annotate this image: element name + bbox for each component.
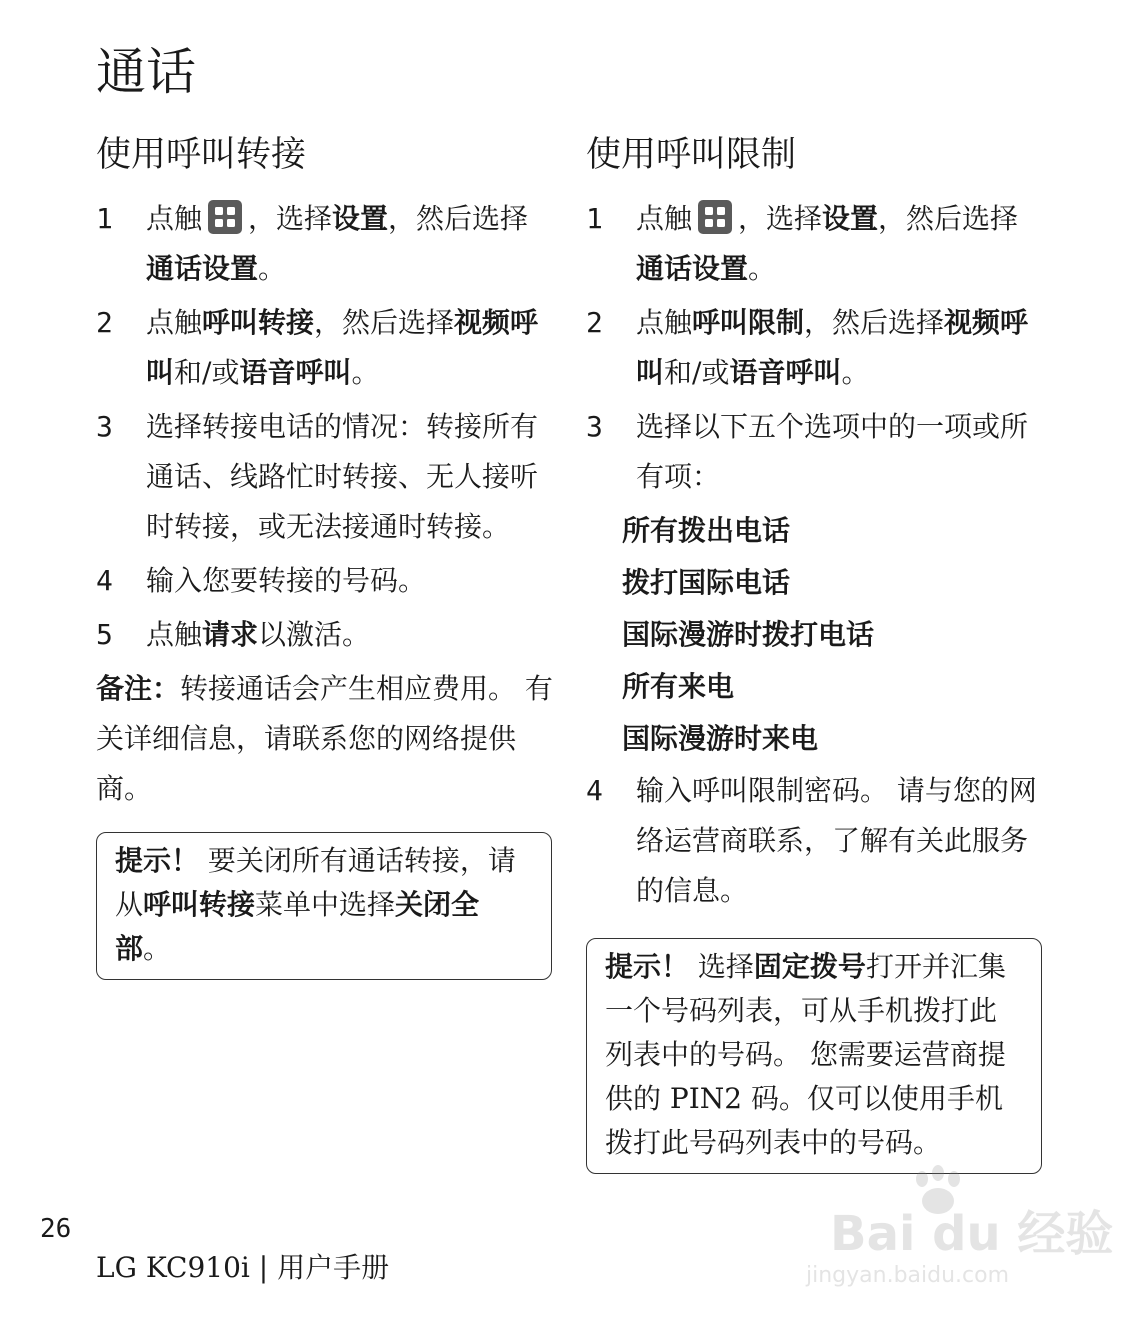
step-2 xyxy=(96,298,556,398)
tip-text: 打开并汇集一个号码列表，可从手机拨打此列表中的号码。 您需要运营商提供的 PIN2 码。仅可以使用手机拨打此号码列表中的号码。 xyxy=(605,950,1006,1159)
step-text: 选择以下五个选项中的一项或所有项： xyxy=(636,410,1029,493)
step-text: 。 xyxy=(351,356,380,389)
menu-grid-icon xyxy=(698,200,732,234)
tip-label: 提示！ xyxy=(115,844,200,877)
call-divert-section xyxy=(96,130,556,980)
step-text: ，然后选择 xyxy=(878,202,1019,235)
step-text: 选择转接电话的情况：转接所有通话、线路忙时转接、无人接听时转接，或无法接通时转接。 xyxy=(146,410,539,543)
barring-option: 国际漫游时来电 xyxy=(622,722,819,755)
barring-option: 拨打国际电话 xyxy=(622,566,791,599)
step-text: 点触 xyxy=(146,618,203,651)
menu-term-video-call: 视频呼叫 xyxy=(636,306,1029,389)
menu-term-voice-call: 语音呼叫 xyxy=(729,356,842,389)
tip-box xyxy=(586,938,1042,1174)
step-3 xyxy=(586,402,1046,502)
step-number: 4 xyxy=(586,774,603,807)
step-number: 3 xyxy=(96,410,113,443)
section-title: 使用呼叫转接 xyxy=(96,135,307,175)
tip-text: 选择 xyxy=(689,950,754,983)
watermark-url: jingyan.baidu.com xyxy=(806,1263,1010,1288)
step-text: 输入您要转接的号码。 xyxy=(146,564,427,597)
tip-text: 菜单中选择 xyxy=(255,888,396,921)
watermark-logo-text: Bai du 经验 xyxy=(830,1206,1114,1262)
tip-label: 提示！ xyxy=(605,950,690,983)
step-4 xyxy=(96,556,556,606)
tip-text: 要关闭所有通话转接，请从 xyxy=(115,844,516,921)
step-text: ，选择 xyxy=(248,202,333,235)
step-text: 点触 xyxy=(146,306,203,339)
step-2 xyxy=(586,298,1046,398)
step-number: 5 xyxy=(96,618,113,651)
tip-text: 。 xyxy=(143,932,172,965)
step-text: ，选择 xyxy=(738,202,823,235)
step-text: ，然后选择 xyxy=(804,306,945,339)
steps-list xyxy=(586,766,1046,916)
step-3 xyxy=(96,402,556,552)
step-text: 点触 xyxy=(636,306,693,339)
steps-list xyxy=(586,194,1046,502)
step-number: 2 xyxy=(96,306,113,339)
baidu-watermark xyxy=(800,1165,1114,1295)
step-text: 。 xyxy=(841,356,870,389)
barring-option: 国际漫游时拨打电话 xyxy=(622,618,875,651)
step-1 xyxy=(586,194,1046,294)
step-number: 1 xyxy=(586,202,603,235)
note-text: 转接通话会产生相应费用。 有关详细信息，请联系您的网络提供商。 xyxy=(96,672,553,805)
page-number: 26 xyxy=(40,1214,72,1244)
step-1 xyxy=(96,194,556,294)
menu-term-call-barring: 呼叫限制 xyxy=(692,306,805,339)
steps-list xyxy=(96,194,556,660)
step-number: 2 xyxy=(586,306,603,339)
page-title: 通话 xyxy=(96,43,196,101)
step-4 xyxy=(586,766,1046,916)
menu-term-call-divert: 呼叫转接 xyxy=(143,888,256,921)
step-text: 点触 xyxy=(636,202,693,235)
step-text: ，然后选择 xyxy=(388,202,529,235)
footer-title: LG KC910i | 用户手册 xyxy=(96,1251,390,1284)
step-text: 点触 xyxy=(146,202,203,235)
step-number: 1 xyxy=(96,202,113,235)
note xyxy=(96,664,556,814)
step-text: 以激活。 xyxy=(258,618,371,651)
menu-term-call-settings: 通话设置 xyxy=(146,252,259,285)
call-barring-section xyxy=(586,130,1046,1174)
menu-term-settings: 设置 xyxy=(332,202,389,235)
note-label: 备注： xyxy=(96,672,181,705)
step-text: 输入呼叫限制密码。 请与您的网络运营商联系，了解有关此服务的信息。 xyxy=(636,774,1037,907)
menu-grid-icon xyxy=(208,200,242,234)
barring-option: 所有来电 xyxy=(622,670,735,703)
menu-term-voice-call: 语音呼叫 xyxy=(239,356,352,389)
barring-option: 所有拨出电话 xyxy=(622,514,791,547)
step-number: 3 xyxy=(586,410,603,443)
step-text: 和/或 xyxy=(174,356,240,389)
section-title: 使用呼叫限制 xyxy=(586,135,797,175)
step-5 xyxy=(96,610,556,660)
menu-term-request: 请求 xyxy=(202,618,259,651)
step-text: 。 xyxy=(258,252,287,285)
menu-term-settings: 设置 xyxy=(822,202,879,235)
menu-term-fixed-dial: 固定拨号 xyxy=(753,950,866,983)
menu-term-video-call: 视频呼叫 xyxy=(146,306,539,389)
step-number: 4 xyxy=(96,564,113,597)
step-text: 和/或 xyxy=(664,356,730,389)
menu-term-call-divert: 呼叫转接 xyxy=(202,306,315,339)
menu-term-cancel-all: 关闭全部 xyxy=(115,888,480,965)
barring-options xyxy=(586,506,1046,764)
step-text: ，然后选择 xyxy=(314,306,455,339)
step-text: 。 xyxy=(748,252,777,285)
tip-box xyxy=(96,832,552,980)
menu-term-call-settings: 通话设置 xyxy=(636,252,749,285)
